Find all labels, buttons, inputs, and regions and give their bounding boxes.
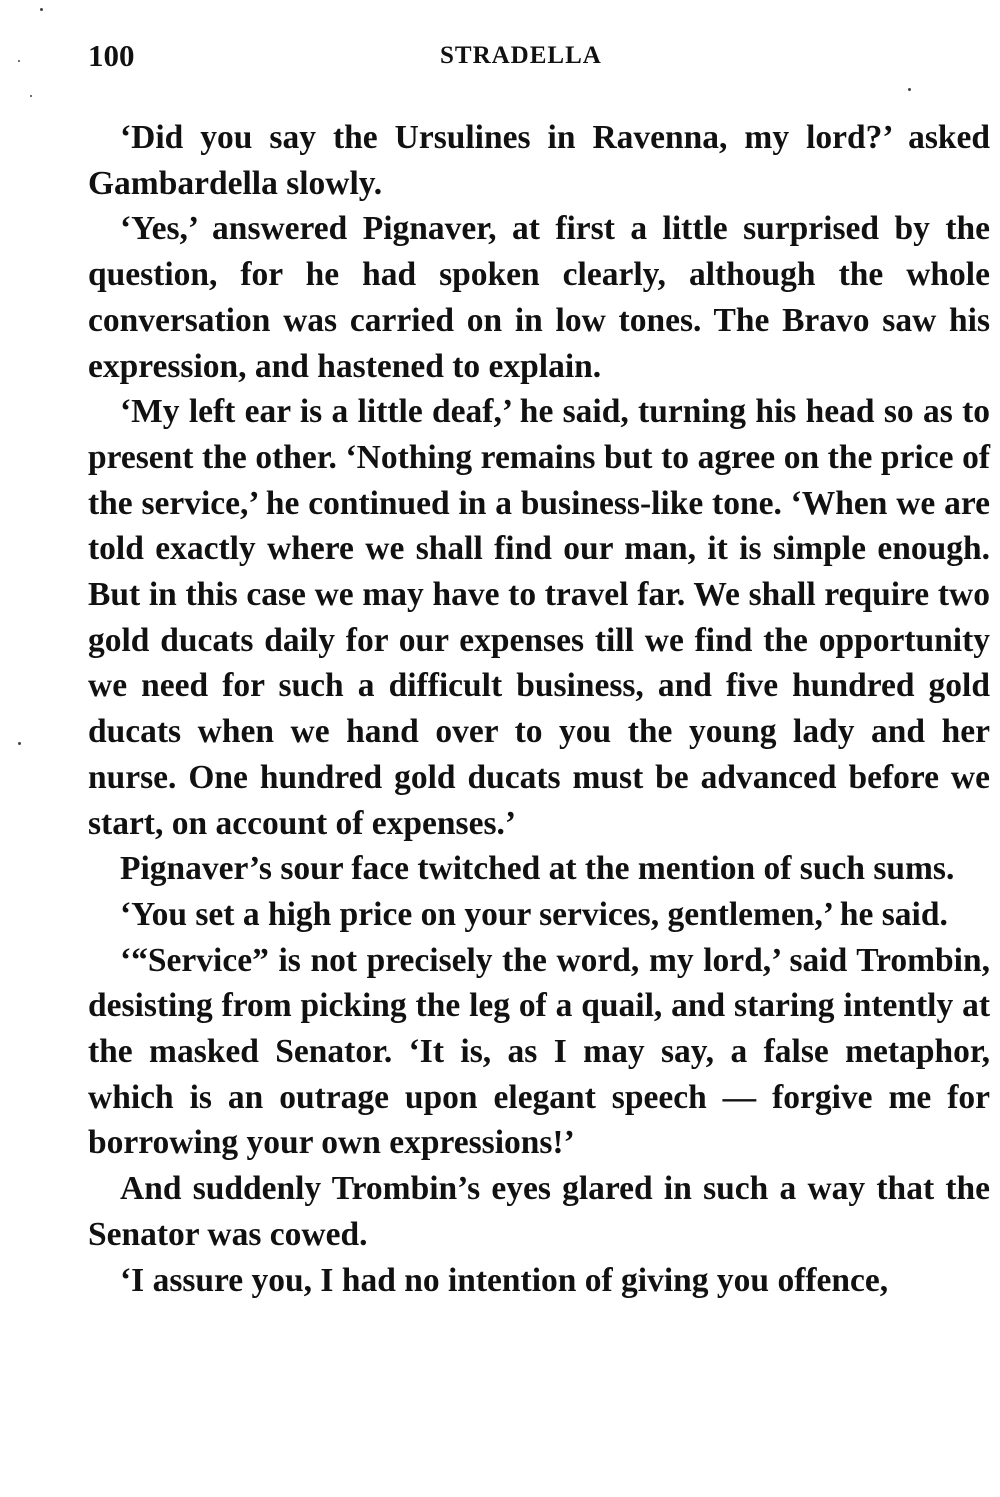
paragraph: And suddenly Trombin’s eyes glared in such a way that the Senator was cowed. <box>88 1170 990 1253</box>
paragraph: ‘Yes,’ answered Pignaver, at first a little surprised by the question, for he had spoken clearly, although the whole conversation was carried on in low tones. The Bravo saw his expression, and hastened to explain. <box>88 210 990 385</box>
paragraph: ‘Did you say the Ursulines in Ravenna, my lord?’ asked Gambardella slowly. <box>88 119 990 202</box>
paragraph: ‘You set a high price on your services, gentlemen,’ he said. <box>120 895 948 933</box>
page-number: 100 <box>88 38 135 73</box>
print-speck <box>18 742 21 745</box>
print-speck <box>18 60 20 62</box>
paragraph: ‘My left ear is a little deaf,’ he said, turning his head so as to present the other. ‘Nothing remains but to agree on the price of the service,’ he continued in a business-like tone. ‘When we are told exactly where we shall find our man, it is simple enough. But in this case we may have to travel far. We shall require two gold ducats daily for our expenses till we find the opportunity we need for such a difficult business, and five hundred gold ducats when we hand over to you the young lady and her nurse. One hundred gold ducats must be advanced before we start, on account of expenses.’ <box>88 393 990 842</box>
print-speck <box>30 95 32 97</box>
page-header <box>88 38 988 78</box>
paragraph: Pignaver’s sour face twitched at the mention of such sums. <box>120 850 955 888</box>
body-text <box>88 115 990 1303</box>
print-speck <box>908 88 911 91</box>
paragraph: ‘I assure you, I had no intention of giving you offence, <box>120 1261 889 1299</box>
paragraph: ‘“Service” is not precisely the word, my lord,’ said Trombin, desisting from picking the leg of a quail, and staring intently at the masked Senator. ‘It is, as I may say, a false metaphor, which is an outrage upon elegant speech — forgive me for borrowing your own expressions!’ <box>88 941 990 1162</box>
print-speck <box>40 8 43 11</box>
running-title: STRADELLA <box>440 42 602 69</box>
